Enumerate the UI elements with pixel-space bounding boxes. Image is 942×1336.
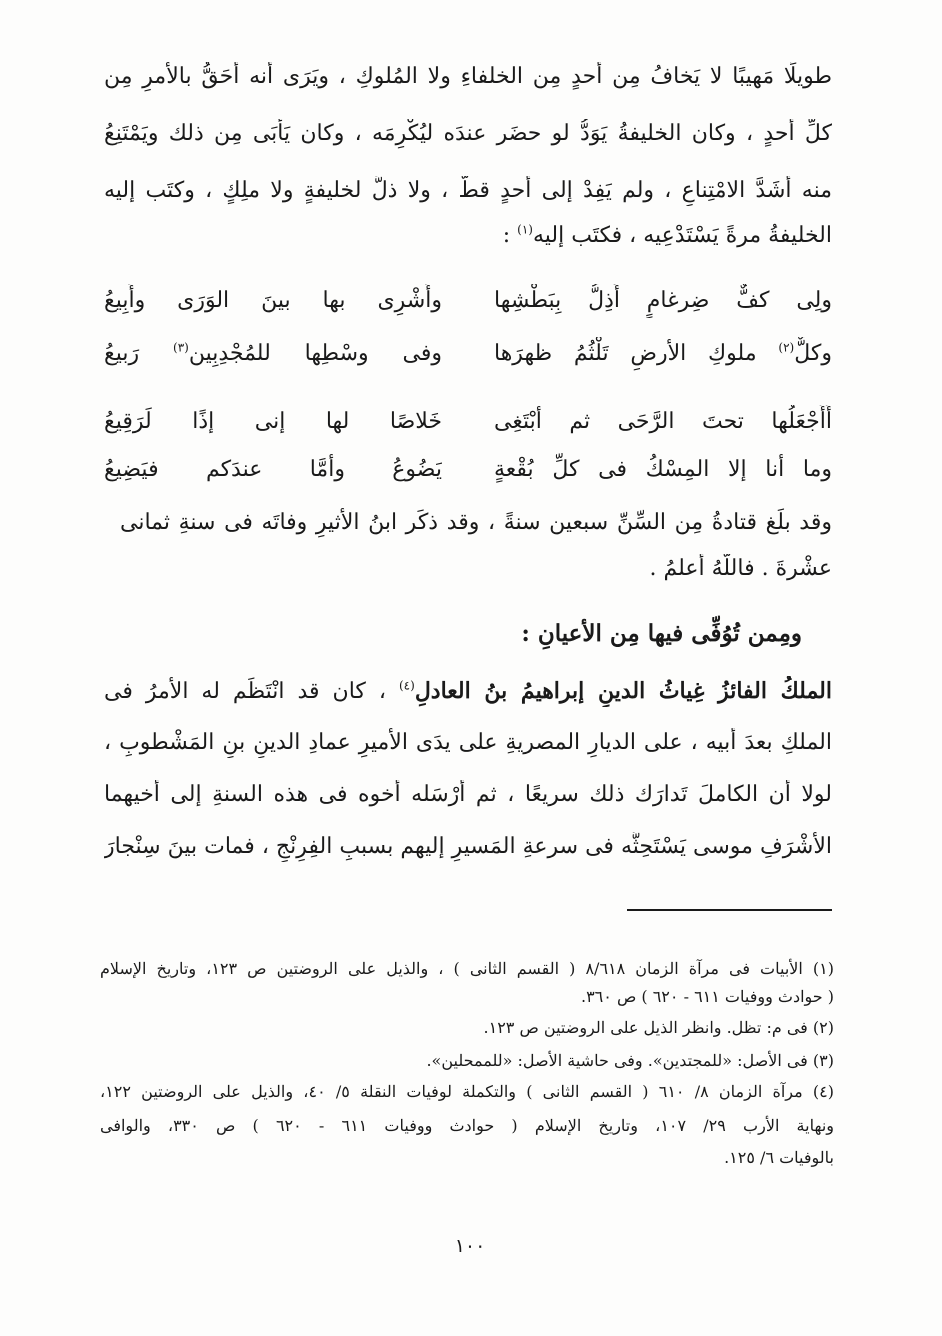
body-line: لولا أن الكاملَ تَدارَك ذلك سريعًا ، ثم أرْسَله أخوه فى هذه السنةِ إلى أخيهما bbox=[104, 782, 832, 807]
body-line: عشْرةَ . فاللَّهُ أعلمُ . bbox=[649, 556, 832, 581]
verse-second-hemistich bbox=[104, 337, 442, 371]
verse-second-hemistich: خَلاصًا لها إنى إذًا لَرَقِيعُ bbox=[104, 409, 442, 434]
verse bbox=[104, 453, 832, 487]
footnote-ref: (٤) bbox=[398, 678, 415, 693]
body-line-text: الخليفةُ مرةً يَسْتَدْعِيه ، فكتَب إليه bbox=[532, 223, 832, 248]
verse-text: ملوكِ الأرضِ تَلْثُمُ ظهرَها bbox=[494, 341, 779, 366]
footnote-line: (٤) مرآة الزمان ٨/ ٦١٠ ( القسم الثانى ) والتكملة لوفيات النقلة ٥/ ٤٠، والذيل على الروضتين ١٢٢، bbox=[100, 1082, 834, 1101]
footnote-line: ( حوادث ووفيات ٦١١ - ٦٢٠ ) ص ٣٦٠. bbox=[580, 987, 834, 1006]
entry-first-line-rest: ، كان قد انْتَظَم له الأمرُ فى bbox=[104, 679, 399, 704]
verse-text: وفى وسْطِها للمُجْدِبِين bbox=[188, 341, 442, 366]
body-line: منه أشَدَّ الامْتِناعِ ، ولم يَفِدْ إلى أحدٍ قطُّ ، ولا ذلَّ لخليفةٍ ولا ملِكٍ ، وكتَب إليه bbox=[104, 178, 832, 203]
footnote-line: (٢) فى م: تظل. وانظر الذيل على الروضتين ص ١٢٣. bbox=[483, 1018, 834, 1037]
verse-text: رَبيعُ bbox=[104, 341, 173, 366]
footnote-line: (١) الأبيات فى مرآة الزمان ٨/٦١٨ ( القسم الثانى ) ، والذيل على الروضتين ص ١٢٣، وتاريخ الإسلام bbox=[100, 959, 834, 978]
verse-second-hemistich: وأَشْرِى بها بينَ الوَرَى وأَبِيعُ bbox=[104, 288, 442, 313]
body-line bbox=[104, 221, 832, 251]
verse-first-hemistich: وما أنا إلا المِسْكُ فى كلِّ بُقْعةٍ bbox=[494, 457, 832, 482]
body-line: وقد بلَغ قتادةُ مِن السِّنِّ سبعين سنةً ، وقد ذكَر ابنُ الأثيرِ وفاتَه فى سنةِ ثمانى bbox=[120, 510, 832, 535]
footnote-ref: (٣) bbox=[173, 340, 189, 355]
footnote-ref: (١) bbox=[517, 222, 533, 237]
verse bbox=[104, 284, 832, 318]
verse-first-hemistich: ولِى كفٌّ ضِرغامٍ أُذِلُّ بِبَطْشِها bbox=[494, 288, 832, 313]
footnote-line: ونهاية الأرب ٢٩/ ١٠٧، وتاريخ الإسلام ( حوادث ووفيات ٦١١ - ٦٢٠ ) ص ٣٣٠، والوافى bbox=[100, 1116, 834, 1135]
body-line: الأشْرَفِ موسى يَسْتَحِثُّه فى سرعةِ المَسيرِ إليهم بسببِ الفِرِنْجِ ، فمات بينَ سِنْجارَ bbox=[104, 834, 832, 859]
entry-first-line bbox=[104, 676, 832, 707]
verse bbox=[104, 405, 832, 439]
page-number: ١٠٠ bbox=[454, 1235, 486, 1257]
verse-first-hemistich: أَأَجْعَلُها تحتَ الرَّحَى ثم أبْتَغِى bbox=[494, 409, 832, 434]
footnote-ref: (٢) bbox=[778, 340, 795, 355]
body-line-end: : bbox=[502, 223, 518, 248]
verse-second-hemistich: يَضُوعُ وأمَّا عندَكم فيَضِيعُ bbox=[104, 457, 442, 482]
verse-text: وكلٌّ bbox=[794, 341, 832, 366]
body-line: كلِّ أحدٍ ، وكان الخليفةُ يَوَدُّ لو حضَر عندَه ليُكْرِمَه ، وكان يَأْبَى مِن ذلك ويَمْتَنِعُ bbox=[104, 121, 832, 146]
footnote-line: (٣) فى الأصل: «للمجتدين». وفى حاشية الأصل: «للممحلين». bbox=[426, 1051, 834, 1070]
body-line: طويلًا مَهيبًا لا يَخافُ مِن أحدٍ مِن الخلفاءِ ولا المُلوكِ ، ويَرَى أنه أحَقُّ بالأمرِ مِن bbox=[104, 64, 832, 89]
verse-first-hemistich bbox=[494, 337, 832, 371]
verse bbox=[104, 337, 832, 371]
body-line: الملكِ بعدَ أبيه ، على الديارِ المصريةِ على يدَى الأميرِ عمادِ الدينِ بنِ المَشْطوبِ ، bbox=[104, 730, 832, 755]
section-heading: ومِمن تُوُفِّى فيها مِن الأعيانِ : bbox=[521, 620, 802, 647]
footnote-line: بالوفيات ٦/ ١٢٥. bbox=[724, 1148, 834, 1167]
entry-name: الملكُ الفائزُ غِياثُ الدينِ إبراهيمُ بنُ العادلِ bbox=[414, 678, 832, 704]
footnote-separator bbox=[627, 909, 832, 911]
